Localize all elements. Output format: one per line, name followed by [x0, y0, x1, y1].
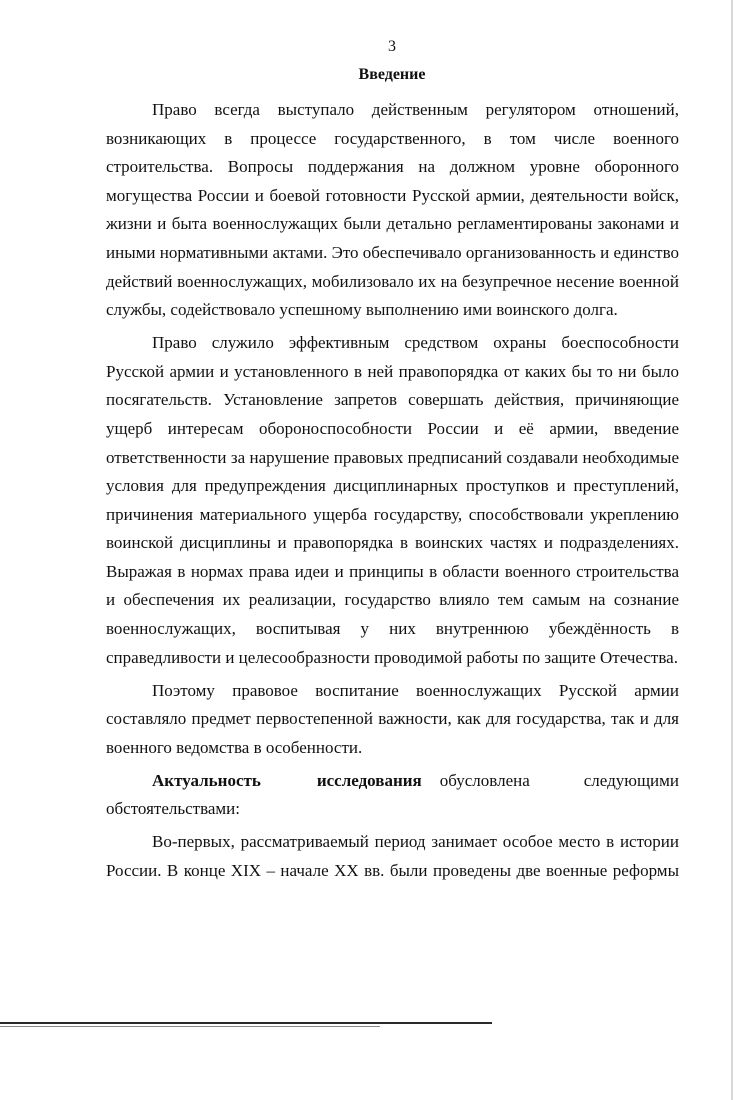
- paragraph-relevance: [106, 767, 679, 824]
- page-number: 3: [388, 38, 396, 55]
- scan-artifact-line: [0, 1026, 380, 1027]
- paragraph-law-regulator: Право всегда выступало действенным регулятором отношений, возникающих в процессе государственного, в том числе военного строительства. Вопросы поддержания на должном уровне оборонного могущества России и боевой готовности Русской армии, деятельности войск, жизни и быта военнослужащих были детально регламентированы законами и иными нормативными актами. Это обеспечивало организованность и единство действий военнослужащих, мобилизовало их на безупречное несение военной службы, содействовало успешному выполнению ими воинского долга.: [106, 100, 679, 320]
- paragraph-legal-education: Поэтому правовое воспитание военнослужащих Русской армии составляло предмет первостепенной важности, как для государства, так и для военного ведомства в особенности.: [106, 680, 679, 757]
- body-text: [106, 96, 679, 890]
- footnote-divider: [0, 1022, 492, 1024]
- relevance-text: обусловлена следующими обстоятельствами:: [106, 770, 680, 819]
- paragraph-law-protection: Право служило эффективным средством охраны боеспособности Русской армии и установленного в ней правопорядка от каких бы то ни было посягательств. Установление запретов совершать действия, причиняющие ущерб интересам обороноспособности России и её армии, введение ответственности за нарушение правовых предписаний создавали необходимые условия для предупреждения дисциплинарных проступков и преступлений, причинения материального ущерба государству, способствовали укреплению воинской дисциплины и правопорядка в воинских частях и подразделениях. Выражая в нормах права идеи и принципы в области военного строительства и обеспечения их реализации, государство влияло тем самым на сознание военнослужащих, воспитывая у них внутреннюю убеждённость в справедливости и целесообразности проводимой работы по защите Отечества.: [106, 333, 679, 667]
- paragraph-first-reason: Во-первых, рассматриваемый период занимает особое место в истории России. В конце XIX – начале XX вв. были проведены две военные реформы: [106, 832, 679, 880]
- relevance-term: Актуальность исследования: [152, 770, 422, 790]
- section-heading: Введение: [358, 66, 426, 83]
